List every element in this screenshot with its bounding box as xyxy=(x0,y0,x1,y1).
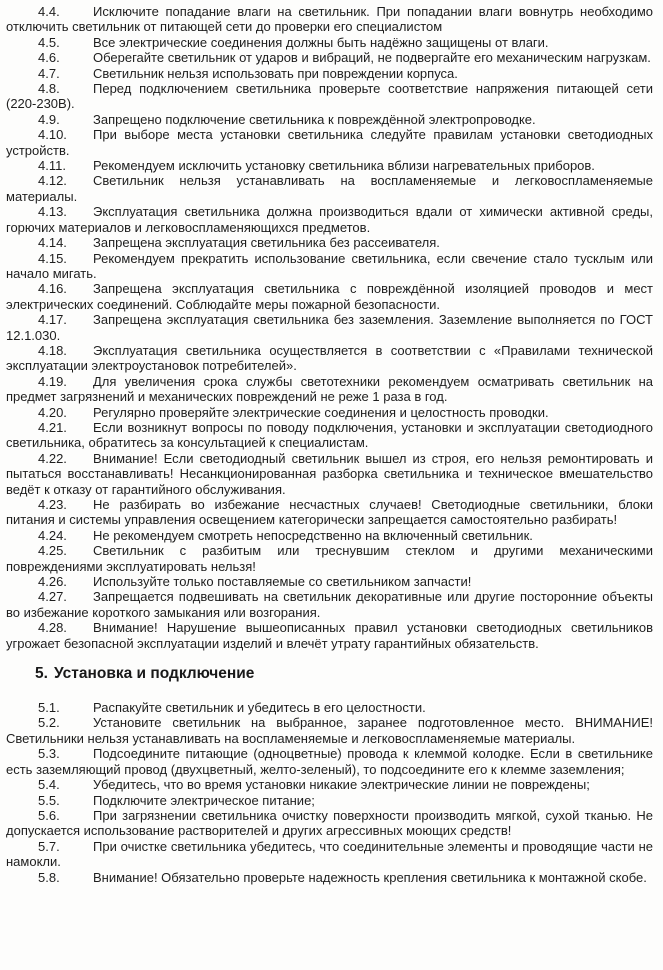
item-number: 4.16. xyxy=(38,281,67,297)
list-item xyxy=(6,235,653,250)
item-text: Светильник нельзя использовать при повреждении корпуса. xyxy=(93,65,458,81)
item-text: Внимание! Обязательно проверьте надежность крепления светильника к монтажной скобе. xyxy=(93,869,647,885)
item-number: 4.20. xyxy=(38,404,67,420)
item-text: Эксплуатация светильника должна производиться вдали от химически активной среды, горючих материалов и легковоспламеняющихся предметов. xyxy=(6,204,653,235)
item-number: 4.12. xyxy=(38,173,67,189)
list-item xyxy=(6,127,653,158)
item-number: 4.14. xyxy=(38,235,67,251)
item-text: Распакуйте светильник и убедитесь в его целостности. xyxy=(93,700,426,716)
list-item xyxy=(6,343,653,374)
list-item xyxy=(6,420,653,451)
list-item xyxy=(6,405,653,420)
list-item xyxy=(6,839,653,870)
section-heading xyxy=(6,665,653,683)
item-text: При загрязнении светильника очистку поверхности производить мягкой, сухой тканью. Не допускается использование растворителей и других агрессивных моющих средств! xyxy=(6,807,653,839)
list-item xyxy=(6,66,653,81)
item-number: 4.7. xyxy=(38,65,60,81)
list-item xyxy=(6,700,653,715)
list-item xyxy=(6,620,653,651)
item-number: 4.5. xyxy=(38,34,60,50)
section-number: 5. xyxy=(35,665,48,683)
list-item xyxy=(6,715,653,746)
item-text: Исключите попадание влаги на светильник. При попадании влаги вовнутрь необходимо отключить светильник от питающей сети до проверки его специалистом xyxy=(6,4,653,35)
item-text: Подключите электрическое питание; xyxy=(93,792,315,808)
list-item xyxy=(6,793,653,808)
list-item xyxy=(6,870,653,885)
list-item xyxy=(6,4,653,35)
list-item xyxy=(6,543,653,574)
item-text: Запрещена эксплуатация светильника без заземления. Заземление выполняется по ГОСТ 12.1.030. xyxy=(6,312,653,343)
list-item xyxy=(6,204,653,235)
list-item xyxy=(6,312,653,343)
item-number: 4.15. xyxy=(38,250,67,266)
item-number: 4.19. xyxy=(38,373,67,389)
item-text: Рекомендуем прекратить использование светильника, если свечение стало тусклым или начало мигать. xyxy=(6,250,653,281)
list-item xyxy=(6,50,653,65)
list-item xyxy=(6,112,653,127)
item-text: Для увеличения срока службы светотехники рекомендуем осматривать светильник на предмет загрязнений и механических повреждений не реже 1 раза в год. xyxy=(6,373,653,405)
item-number: 5.2. xyxy=(38,715,60,731)
item-text: Эксплуатация светильника осуществляется в соответствии с «Правилами технической эксплуатации электроустановок потребителей». xyxy=(6,342,653,374)
item-number: 5.3. xyxy=(38,746,60,762)
item-number: 4.23. xyxy=(38,497,67,512)
item-number: 5.7. xyxy=(38,838,60,854)
list-item xyxy=(6,81,653,112)
item-number: 5.4. xyxy=(38,777,60,793)
item-text: Не разбирать во избежание несчастных случаев! Светодиодные светильники, блоки питания и системы управления освещением категорически запрещается самостоятельно разбирать! xyxy=(6,497,653,528)
item-text: Рекомендуем исключить установку светильника вблизи нагревательных приборов. xyxy=(93,158,595,174)
list-item xyxy=(6,281,653,312)
item-text: Регулярно проверяйте электрические соединения и целостность проводки. xyxy=(93,404,549,420)
item-number: 5.6. xyxy=(38,807,60,823)
item-text: Внимание! Нарушение вышеописанных правил установки светодиодных светильников угрожает безопасной эксплуатации изделий и влечёт утрату гарантийных обязательств. xyxy=(6,620,653,651)
item-text: Используйте только поставляемые со светильником запчасти! xyxy=(93,574,472,590)
list-item xyxy=(6,451,653,497)
item-number: 5.5. xyxy=(38,792,60,808)
item-number: 4.17. xyxy=(38,312,67,328)
list-item xyxy=(6,173,653,204)
item-text: Запрещается подвешивать на светильник декоративные или другие посторонние объекты во избежание короткого замыкания или возгорания. xyxy=(6,589,653,620)
item-number: 4.25. xyxy=(38,543,67,559)
list-item xyxy=(6,35,653,50)
item-number: 4.27. xyxy=(38,589,67,605)
item-text: Все электрические соединения должны быть надёжно защищены от влаги. xyxy=(93,34,549,50)
item-number: 4.24. xyxy=(38,527,67,543)
item-text: Оберегайте светильник от ударов и вибраций, не подвергайте его механическим нагрузкам. xyxy=(93,50,651,66)
item-number: 4.18. xyxy=(38,342,67,358)
list-item xyxy=(6,497,653,528)
item-number: 4.9. xyxy=(38,111,60,127)
item-text: Подсоедините питающие (одноцветные) провода к клеммой колодке. Если в светильнике есть заземляющий провод (двухцветный, желто-зеленый), то подсоедините его к клемме заземления; xyxy=(6,746,653,777)
list-item xyxy=(6,746,653,777)
item-number: 4.10. xyxy=(38,127,67,143)
list-item xyxy=(6,808,653,839)
item-text: Перед подключением светильника проверьте соответствие напряжения питающей сети (220-230В). xyxy=(6,81,653,112)
list-item xyxy=(6,528,653,543)
item-number: 4.22. xyxy=(38,450,67,466)
list-item xyxy=(6,374,653,405)
item-text: Убедитесь, что во время установки никакие электрические линии не повреждены; xyxy=(93,777,590,793)
item-text: При выборе места установки светильника следуйте правилам установки светодиодных устройств. xyxy=(6,127,653,158)
item-number: 4.13. xyxy=(38,204,67,220)
item-number: 4.11. xyxy=(38,158,66,174)
item-number: 4.8. xyxy=(38,81,60,97)
item-text: Светильник с разбитым или треснувшим стеклом и другими механическими повреждениями эксплуатировать нельзя! xyxy=(6,543,653,574)
item-number: 4.28. xyxy=(38,620,67,636)
list-item xyxy=(6,777,653,792)
item-text: Светильник нельзя устанавливать на воспламеняемые и легковоспламеняемые материалы. xyxy=(6,173,653,204)
item-number: 4.6. xyxy=(38,50,60,66)
list-item xyxy=(6,158,653,173)
item-text: Внимание! Если светодиодный светильник вышел из строя, его нельзя ремонтировать и пытаться восстанавливать! Несанкционированная разборка светильника и техническое вмешательство ведёт к отказу от гарантийного обслуживания. xyxy=(6,450,653,497)
item-number: 4.21. xyxy=(38,419,67,435)
list-item xyxy=(6,574,653,589)
section-title: Установка и подключение xyxy=(54,665,255,683)
item-text: При очистке светильника убедитесь, что соединительные элементы и проводящие части не намокли. xyxy=(6,838,653,870)
item-number: 5.1. xyxy=(38,700,60,716)
list-item xyxy=(6,251,653,282)
item-text: Если возникнут вопросы по поводу подключения, установки и эксплуатации светодиодного светильника, обратитесь за консультацией к специалистам. xyxy=(6,419,653,451)
item-text: Запрещено подключение светильника к повреждённой электропроводке. xyxy=(93,111,536,127)
item-text: Запрещена эксплуатация светильника без рассеивателя. xyxy=(93,235,440,251)
item-number: 4.4. xyxy=(38,4,60,19)
item-text: Не рекомендуем смотреть непосредственно на включенный светильник. xyxy=(93,527,533,543)
item-number: 5.8. xyxy=(38,869,60,885)
list-item xyxy=(6,589,653,620)
item-text: Установите светильник на выбранное, заранее подготовленное место. ВНИМАНИЕ! Светильники нельзя устанавливать на воспламеняемые и легковоспламеняемые материалы. xyxy=(6,715,653,746)
item-number: 4.26. xyxy=(38,574,67,590)
item-text: Запрещена эксплуатация светильника с повреждённой изоляцией проводов и мест электрических соединений. Соблюдайте меры пожарной безопасности. xyxy=(6,281,653,312)
